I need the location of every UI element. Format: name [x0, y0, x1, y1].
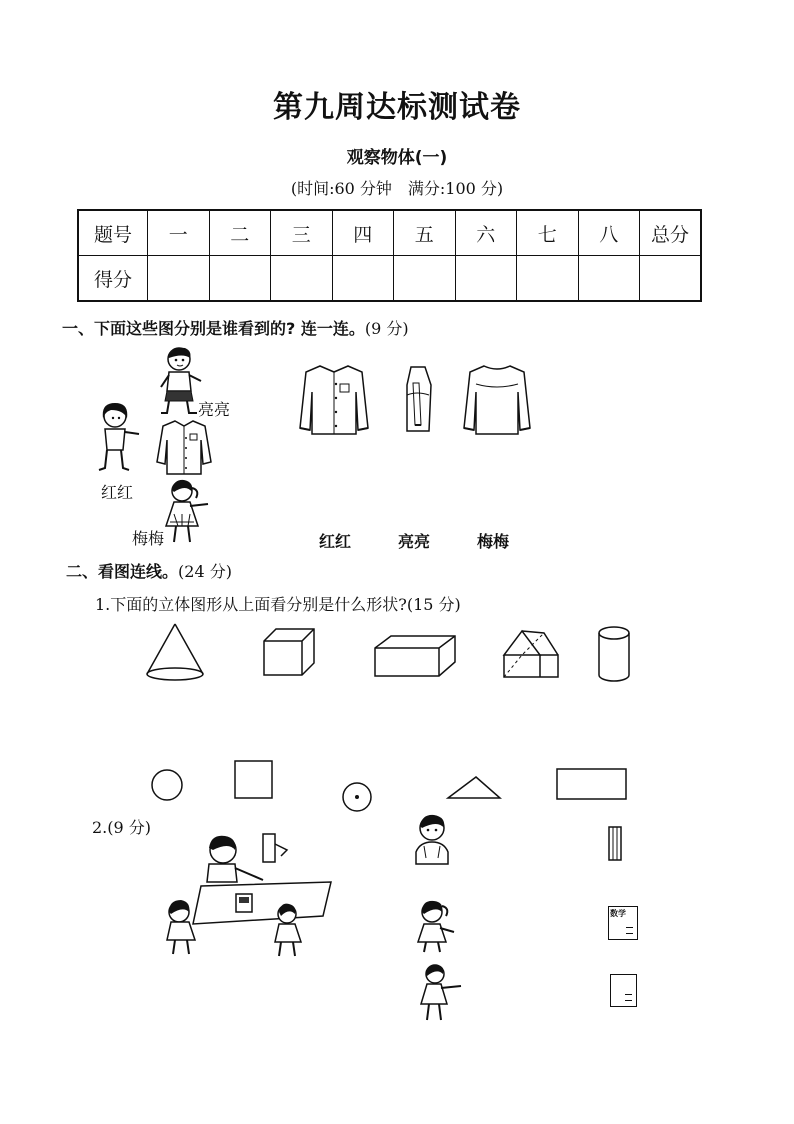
- table-cell: 得分: [78, 256, 148, 302]
- score-input-cell[interactable]: [271, 256, 333, 302]
- section2-heading-text: 二、看图连线。: [66, 562, 179, 581]
- boy-view-icon[interactable]: [412, 812, 452, 867]
- page-title: 第九周达标测试卷: [273, 90, 521, 125]
- cuboid-icon[interactable]: [373, 634, 458, 679]
- question-2-1: 1.下面的立体图形从上面看分别是什么形状?(15 分): [95, 595, 461, 614]
- table-cell: 题号: [78, 210, 148, 256]
- kids-viewing-book-scene: [163, 822, 333, 960]
- girl-honghong-illustration: [95, 400, 145, 475]
- book-back-view[interactable]: [610, 974, 637, 1007]
- book-spine-view-icon[interactable]: [607, 826, 623, 862]
- score-input-cell[interactable]: [578, 256, 640, 302]
- table-cell: 总分: [640, 210, 702, 256]
- table-cell: 六: [455, 210, 517, 256]
- table-cell: 一: [148, 210, 210, 256]
- name-option-honghong[interactable]: 红红: [319, 532, 352, 551]
- section1-heading-text: 一、下面这些图分别是谁看到的? 连一连。: [62, 319, 365, 338]
- square-shape-icon[interactable]: [234, 760, 274, 800]
- book-back-mark: [625, 994, 632, 1001]
- shirt-back-view-icon[interactable]: [462, 362, 532, 437]
- triangular-prism-icon[interactable]: [500, 627, 560, 682]
- book-cover-mark: [626, 927, 633, 934]
- table-cell: 八: [578, 210, 640, 256]
- score-table: [77, 209, 702, 302]
- page-subtitle: 观察物体(一): [346, 148, 448, 168]
- girl-meimei-illustration: [160, 478, 215, 548]
- question-2-2: 2.(9 分): [92, 818, 152, 837]
- section1-heading: [62, 316, 409, 339]
- label-honghong: 红红: [101, 483, 134, 502]
- table-row: [78, 256, 701, 302]
- circle-shape-icon[interactable]: [150, 768, 184, 802]
- shirt-front-icon: [155, 418, 213, 476]
- shirt-front-view-icon[interactable]: [298, 362, 370, 437]
- score-input-cell[interactable]: [332, 256, 394, 302]
- triangle-shape-icon[interactable]: [446, 775, 502, 801]
- name-option-meimei[interactable]: 梅梅: [477, 532, 510, 551]
- table-cell: 四: [332, 210, 394, 256]
- score-input-cell[interactable]: [517, 256, 579, 302]
- shirt-side-view-icon[interactable]: [403, 365, 433, 435]
- rectangle-shape-icon[interactable]: [556, 768, 628, 802]
- book-cover-label: 数学: [610, 909, 626, 918]
- table-cell: 七: [517, 210, 579, 256]
- book-cover-view[interactable]: [608, 906, 638, 940]
- cube-icon[interactable]: [262, 627, 317, 677]
- score-input-cell[interactable]: [394, 256, 456, 302]
- section2-points: (24 分): [178, 562, 232, 581]
- cone-icon[interactable]: [145, 622, 205, 682]
- label-meimei: 梅梅: [132, 529, 165, 548]
- cylinder-icon[interactable]: [596, 625, 632, 685]
- table-cell: 二: [209, 210, 271, 256]
- girl-view-icon[interactable]: [414, 898, 459, 953]
- section1-points: (9 分): [364, 319, 409, 338]
- table-cell: 五: [394, 210, 456, 256]
- exam-info: (时间:60 分钟 满分:100 分): [290, 179, 504, 198]
- table-row: [78, 210, 701, 256]
- score-input-cell[interactable]: [640, 256, 702, 302]
- table-cell: 三: [271, 210, 333, 256]
- name-option-liangliang[interactable]: 亮亮: [398, 532, 431, 551]
- girl-side-view-icon[interactable]: [417, 962, 465, 1022]
- section2-heading: [66, 559, 232, 582]
- score-input-cell[interactable]: [455, 256, 517, 302]
- circle-with-dot-icon[interactable]: [342, 782, 388, 828]
- score-input-cell[interactable]: [209, 256, 271, 302]
- score-input-cell[interactable]: [148, 256, 210, 302]
- label-liangliang: 亮亮: [198, 400, 231, 419]
